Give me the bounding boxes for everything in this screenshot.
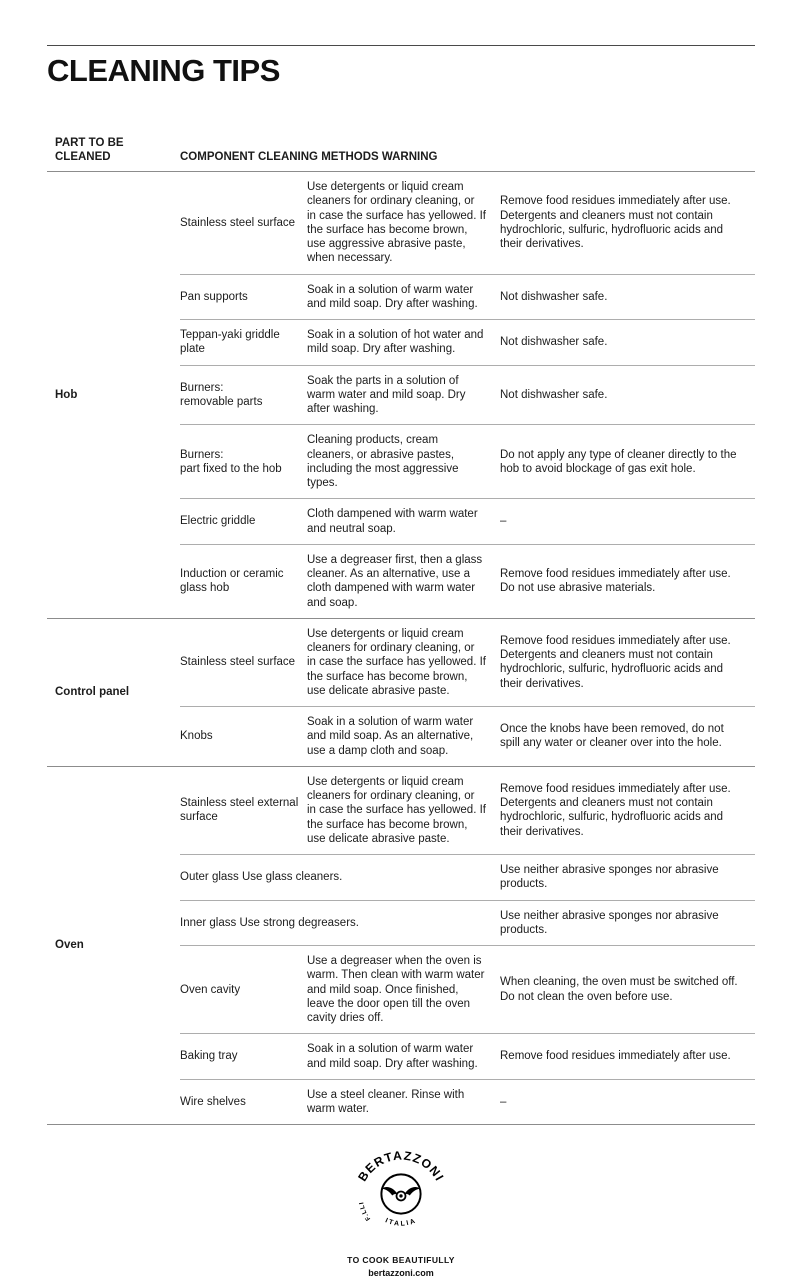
svg-text:BERTAZZONI xyxy=(355,1149,447,1184)
component-cell: Burners: removable parts xyxy=(180,365,307,425)
logo-brand-text: BERTAZZONI xyxy=(355,1148,447,1185)
component-cell: Knobs xyxy=(180,707,307,767)
svg-text:F.LLI xyxy=(358,1201,372,1222)
warning-cell: Do not apply any type of cleaner directly to the hob to avoid blockage of gas exit hole. xyxy=(500,425,755,499)
component-cell: Stainless steel surface xyxy=(180,618,307,706)
method-cell: Use a steel cleaner. Rinse with warm water. xyxy=(307,1079,500,1125)
warning-cell: Remove food residues immediately after use. Do not use abrasive materials. xyxy=(500,544,755,618)
warning-cell: Use neither abrasive sponges nor abrasive products. xyxy=(500,855,755,901)
method-cell: Soak the parts in a solution of warm water and mild soap. Dry after washing. xyxy=(307,365,500,425)
method-cell: Use a degreaser when the oven is warm. Then clean with warm water and mild soap. Once finished, leave the door open till the oven cavity dries off. xyxy=(307,946,500,1034)
svg-text:ITALIA xyxy=(384,1218,418,1228)
warning-cell: Remove food residues immediately after use. Detergents and cleaners must not contain hydrochloric, sulfuric, hydrofluoric acids and their derivatives. xyxy=(500,172,755,275)
component-cell: Stainless steel surface xyxy=(180,172,307,275)
warning-cell: Not dishwasher safe. xyxy=(500,320,755,366)
method-cell: Use a degreaser first, then a glass cleaner. As an alternative, use a cloth dampened with warm water and soap. xyxy=(307,544,500,618)
method-cell: Soak in a solution of warm water and mild soap. Dry after washing. xyxy=(307,1034,500,1080)
table-row xyxy=(47,172,755,275)
method-cell: Use detergents or liquid cream cleaners for ordinary cleaning, or in case the surface has yellowed. If the surface has become brown, use delicate abrasive paste. xyxy=(307,618,500,706)
component-cell: Pan supports xyxy=(180,274,307,320)
table-row xyxy=(47,618,755,706)
component-cell: Teppan-yaki griddle plate xyxy=(180,320,307,366)
top-rule xyxy=(47,45,755,46)
component-method-cell: Outer glass Use glass cleaners. xyxy=(180,855,500,901)
warning-cell: Not dishwasher safe. xyxy=(500,274,755,320)
part-cell: Hob xyxy=(47,172,180,619)
method-cell: Soak in a solution of hot water and mild soap. Dry after washing. xyxy=(307,320,500,366)
logo-country-text: ITALIA xyxy=(384,1217,418,1229)
page-title: CLEANING TIPS xyxy=(47,53,280,88)
method-cell: Soak in a solution of warm water and mild soap. Dry after washing. xyxy=(307,274,500,320)
component-cell: Electric griddle xyxy=(180,499,307,545)
winged-wheel-logo-icon xyxy=(352,1145,450,1243)
warning-cell: – xyxy=(500,1079,755,1125)
component-cell: Stainless steel external surface xyxy=(180,766,307,854)
component-cell: Wire shelves xyxy=(180,1079,307,1125)
table-header-row xyxy=(47,136,755,172)
warning-cell: Use neither abrasive sponges nor abrasive products. xyxy=(500,900,755,946)
warning-cell: When cleaning, the oven must be switched off. Do not clean the oven before use. xyxy=(500,946,755,1034)
manual-page xyxy=(0,45,802,1278)
cleaning-table xyxy=(47,136,755,1126)
warning-cell: Remove food residues immediately after use. Detergents and cleaners must not contain hydrochloric, sulfuric, hydrofluoric acids and their derivatives. xyxy=(500,766,755,854)
website-text: bertazzoni.com xyxy=(368,1268,434,1278)
part-cell: Control panel xyxy=(47,618,180,766)
warning-cell: Remove food residues immediately after use. xyxy=(500,1034,755,1080)
method-cell: Use detergents or liquid cream cleaners for ordinary cleaning, or in case the surface has yellowed. If the surface has become brown, use aggressive abrasive paste, when necessary. xyxy=(307,172,500,275)
bertazzoni-logo xyxy=(352,1145,450,1243)
method-cell: Use detergents or liquid cream cleaners for ordinary cleaning, or in case the surface has yellowed. If the surface has become brown, use delicate abrasive paste. xyxy=(307,766,500,854)
method-cell: Cloth dampened with warm water and neutral soap. xyxy=(307,499,500,545)
winged-wheel-emblem xyxy=(381,1175,420,1214)
logo-prefix-text: F.LLI xyxy=(358,1201,373,1223)
part-column-header: PART TO BE CLEANED xyxy=(47,136,180,172)
warning-cell: Remove food residues immediately after use. Detergents and cleaners must not contain hydrochloric, sulfuric, hydrofluoric acids and their derivatives. xyxy=(500,618,755,706)
component-cell: Oven cavity xyxy=(180,946,307,1034)
method-cell: Soak in a solution of warm water and mild soap. As an alternative, use a damp cloth and soap. xyxy=(307,707,500,767)
warning-cell: Not dishwasher safe. xyxy=(500,365,755,425)
component-cell: Induction or ceramic glass hob xyxy=(180,544,307,618)
component-method-cell: Inner glass Use strong degreasers. xyxy=(180,900,500,946)
part-cell: Oven xyxy=(47,766,180,1125)
tagline: TO COOK BEAUTIFULLY xyxy=(347,1255,455,1266)
component-cell: Burners: part fixed to the hob xyxy=(180,425,307,499)
component-cell: Baking tray xyxy=(180,1034,307,1080)
footer xyxy=(47,1145,755,1278)
table-row xyxy=(47,766,755,854)
warning-cell: – xyxy=(500,499,755,545)
method-cell: Cleaning products, cream cleaners, or abrasive pastes, including the most aggressive types. xyxy=(307,425,500,499)
columns-header: COMPONENT CLEANING METHODS WARNING xyxy=(180,136,755,172)
warning-cell: Once the knobs have been removed, do not spill any water or cleaner over into the hole. xyxy=(500,707,755,767)
